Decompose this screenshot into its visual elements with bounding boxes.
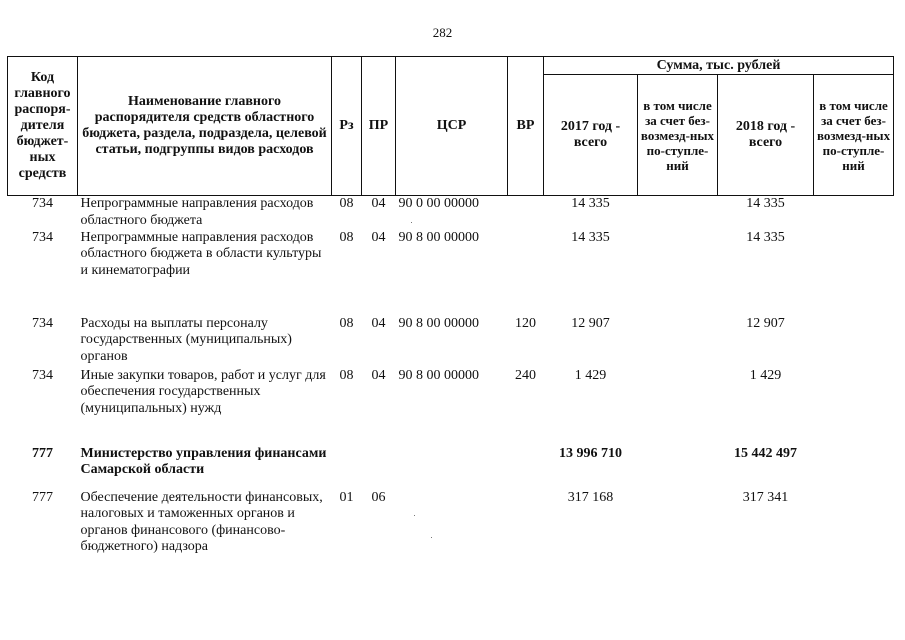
- cell-sum-2017: 1 429: [574, 367, 607, 383]
- cell-csr: 90 8 00 00000: [398, 367, 479, 383]
- cell-csr: 90 0 00 00000: [398, 196, 479, 211]
- cell-name: Министерство управления финансами Самарской области: [80, 445, 327, 477]
- table-row: [8, 196, 894, 230]
- header-name: Наименование главного распорядителя средств областного бюджета, раздела, подраздела, целевой статьи, подгруппы видов расходов: [78, 57, 332, 196]
- cell-sum-2017: 317 168: [567, 489, 614, 505]
- table-body: [8, 196, 894, 580]
- table-row: [8, 230, 894, 316]
- cell-free-2017: [638, 368, 718, 446]
- header-sum-group: Сумма, тыс. рублей: [544, 57, 894, 75]
- cell-code: 777: [32, 489, 53, 505]
- cell-pr: 06: [371, 489, 386, 505]
- cell-sum-2018: 1 429: [749, 367, 782, 383]
- cell-free-2018: [814, 368, 894, 446]
- cell-vr: 240: [515, 367, 536, 383]
- table-header: [8, 57, 894, 196]
- scan-speck: [431, 537, 432, 538]
- cell-free-2017: [638, 490, 718, 580]
- header-2017-free: в том числе за счет без-возмезд-ных по-ступле-ний: [638, 75, 718, 196]
- cell-sum-2018: 12 907: [746, 315, 785, 331]
- cell-sum-2018: 14 335: [746, 229, 785, 245]
- cell-free-2018: [814, 230, 894, 316]
- cell-vr: [508, 490, 544, 580]
- cell-free-2017: [638, 196, 718, 230]
- cell-rz: 08: [339, 196, 354, 211]
- cell-name: Иные закупки товаров, работ и услуг для обеспечения государственных (муниципальных) нужд: [80, 367, 326, 416]
- cell-name: Непрограммные направления расходов областного бюджета: [80, 196, 314, 228]
- cell-pr: 04: [371, 229, 386, 245]
- cell-free-2018: [814, 490, 894, 580]
- cell-free-2017: [638, 446, 718, 490]
- cell-rz: 08: [339, 229, 354, 245]
- cell-sum-2018: 15 442 497: [734, 445, 797, 461]
- cell-sum-2018: 317 341: [742, 489, 789, 505]
- cell-pr: 04: [371, 315, 386, 331]
- cell-sum-2017: 14 335: [571, 229, 610, 245]
- cell-vr: [508, 196, 544, 230]
- page-number: 282: [432, 25, 453, 40]
- cell-name: Непрограммные направления расходов областного бюджета в области культуры и кинематографии: [80, 229, 322, 278]
- header-2017-total: 2017 год - всего: [544, 75, 638, 196]
- cell-free-2017: [638, 316, 718, 368]
- cell-sum-2017: 13 996 710: [559, 445, 622, 461]
- cell-vr: 120: [515, 315, 536, 331]
- header-2018-total: 2018 год - всего: [718, 75, 814, 196]
- cell-pr: 04: [371, 367, 386, 383]
- cell-code: 734: [32, 196, 53, 211]
- cell-free-2017: [638, 230, 718, 316]
- cell-vr: [508, 230, 544, 316]
- cell-rz: 01: [339, 489, 354, 505]
- table-row: [8, 490, 894, 580]
- cell-name: Расходы на выплаты персоналу государственных (муниципальных) органов: [80, 315, 292, 364]
- header-rz: Рз: [332, 57, 362, 196]
- cell-rz: 08: [339, 367, 354, 383]
- header-2018-free: в том числе за счет без-возмезд-ных по-ступле-ний: [814, 75, 894, 196]
- cell-code: 734: [32, 315, 53, 331]
- header-code: Код главного распоря-дителя бюджет-ных средств: [8, 57, 78, 196]
- cell-csr: 90 8 00 00000: [398, 229, 479, 245]
- scan-speck: [414, 515, 415, 516]
- cell-sum-2017: 12 907: [571, 315, 610, 331]
- cell-csr: [396, 490, 508, 580]
- table-row: [8, 316, 894, 368]
- cell-code: 777: [32, 445, 53, 461]
- cell-pr: 04: [371, 196, 386, 211]
- cell-csr: [396, 446, 508, 490]
- cell-sum-2018: 14 335: [746, 196, 785, 211]
- header-csr: ЦСР: [396, 57, 508, 196]
- table-row: [8, 446, 894, 490]
- cell-free-2018: [814, 316, 894, 368]
- cell-code: 734: [32, 229, 53, 245]
- cell-name: Обеспечение деятельности финансовых, налоговых и таможенных органов и органов финансового (финансово-бюджетного) надзора: [80, 489, 323, 554]
- budget-table: [7, 56, 894, 580]
- header-pr: ПР: [362, 57, 396, 196]
- cell-vr: [508, 446, 544, 490]
- cell-csr: 90 8 00 00000: [398, 315, 479, 331]
- table-row: [8, 368, 894, 446]
- cell-pr: [362, 446, 396, 490]
- cell-rz: 08: [339, 315, 354, 331]
- cell-free-2018: [814, 446, 894, 490]
- scan-speck: [411, 222, 412, 223]
- cell-sum-2017: 14 335: [571, 196, 610, 211]
- cell-rz: [332, 446, 362, 490]
- cell-free-2018: [814, 196, 894, 230]
- header-vr: ВР: [508, 57, 544, 196]
- cell-code: 734: [32, 367, 53, 383]
